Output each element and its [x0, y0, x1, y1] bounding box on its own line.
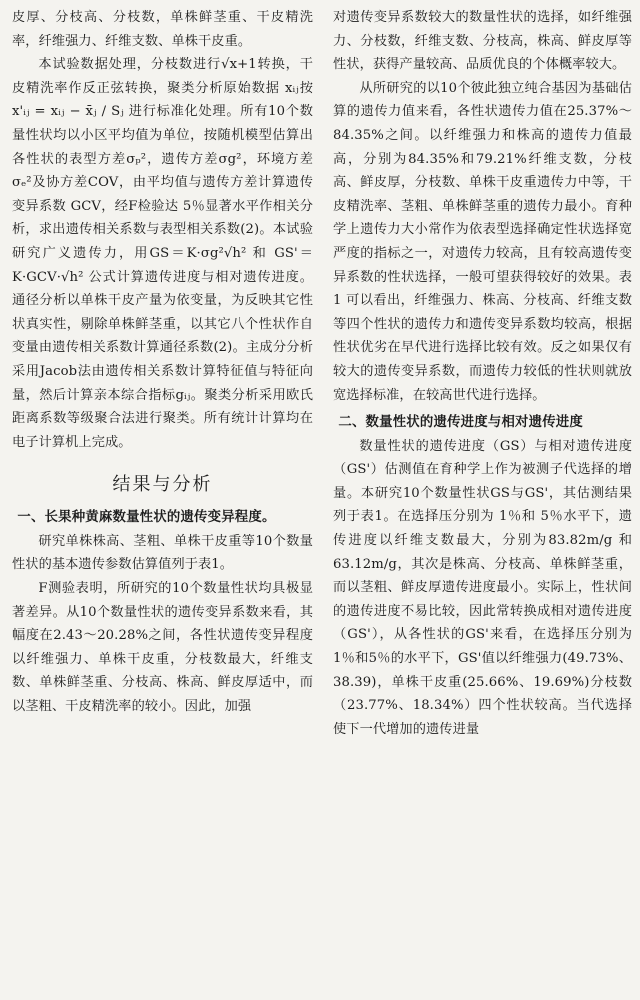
left-column: [10, 6, 313, 1000]
paragraph-selection-continued: 对遗传变异系数较大的数量性状的选择，如纤维强力、分枝数，纤维支数、分枝高，株高、鲜皮厚等性状，获得产量较高、品质优良的个体概率较大。: [333, 10, 632, 73]
paragraph-parameters-intro: 研究单株株高、茎粗、单株干皮重等10个数量性状的基本遗传参数估算值列于表1。: [12, 533, 313, 573]
two-column-layout: [10, 6, 632, 1000]
subsection-heading-genetic-variation: 一、长果种黄麻数量性状的遗传变异程度。: [17, 510, 276, 526]
paragraph-f-test: F测验表明，所研究的10个数量性状均具极显著差异。从10个数量性状的遗传变异系数来看，其幅度在2.43～20.28%之间，各性状遗传变异程度以纤维强力、单株干皮重，分枝数最大，纤维支数、单株鲜茎重、分枝高、株高、鲜皮厚适中，而以茎粗、干皮精洗率的较小。因此，加强: [12, 581, 313, 715]
paragraph-genetic-advance: 数量性状的遗传进度（GS）与相对遗传进度（GS'）估测值在育种学上作为被测子代选择的增量。本研究10个数量性状GS与GS'，其估测结果列于表1。在选择压分别为 1％和 5％水平下，遗传进度以纤维支数最大，分别为83.82m/g 和63.12m/g，其次是株高、分枝高、单株鲜茎重，而以茎粗、鲜皮厚遗传进度最小。实际上，性状间的遗传进度不易比较，因此常转换成相对遗传进度（GS'），从各性状的GS'来看，在选择压分别为 1％和5％的水平下，GS'值以纤维强力(49.73%、38.39)，单株干皮重(25.66%、19.69%)分枝数（23.77%、18.34%）四个性状较高。当代选择使下一代增加的遗传进量: [333, 438, 632, 737]
paragraph-traits-list: 皮厚、分枝高、分枝数，单株鲜茎重、干皮精洗率，纤维强力、纤维支数、单株干皮重。: [12, 10, 313, 49]
paragraph-heritability: 从所研究的以10个彼此独立纯合基因为基础估算的遗传力值来看，各性状遗传力值在25.37%～84.35%之间。以纤维强力和株高的遗传力值最高，分别为84.35%和79.21%纤维支数，分枝高、鲜皮厚，分枝数、单株干皮重遗传力中等，干皮精洗率、茎粗、单株鲜茎重的遗传力最小。育种学上遗传力大小常作为依表型选择确定性状选择宽严度的指标之一，对遗传力较高，且有较高遗传变异系数的性状选择，一般可望获得较好的效果。表 1 可以看出，纤维强力、株高、分枝高、纤维支数等四个性状的遗传力和遗传变异系数均较高，根据性状优劣在早代进行选择比较有效。反之如果仅有较大的遗传变异系数，而遗传力较低的性状则就放宽选择标准，在较高世代进行选择。: [333, 80, 632, 403]
right-column: [329, 6, 632, 1000]
subsection-heading-genetic-advance: 二、数量性状的遗传进度与相对遗传进度: [338, 415, 583, 431]
section-title-results: 结果与分析: [112, 474, 213, 496]
paragraph-methods: 本试验数据处理，分枝数进行√x+1转换，干皮精洗率作反正弦转换，聚类分析原始数据 xᵢⱼ按 x'ᵢⱼ = xᵢⱼ − x̄ⱼ / Sⱼ 进行标准化处理。所有10个数量性状均以小区平均值为单位，按随机模型估算出各性状的表型方差σₚ²，遗传方差σg²，环境方差σₑ²及协方差COV，由平均值与遗传方差计算遗传变异系数 GCV，经F检验达 5％显著水平作相关分析，求出遗传相关系数与表型相关系数(2)。本试验研究广义遗传力，用GS＝K·σg²√h² 和 GS'＝K·GCV·√h² 公式计算遗传进度与相对遗传进度。通径分析以单株干皮产量为依变量，为反映其它性状真实性，剔除单株鲜茎重，以其它八个性状作自变量由遗传相关系数计算通径系数(2)。主成分分析采用Jacob法由遗传相关系数计算特征值与特征向量，然后计算亲本综合指标gᵢⱼ。聚类分析采用欧氏距离系数等级聚合法进行聚类。所有统计计算均在电子计算机上完成。: [12, 57, 313, 450]
